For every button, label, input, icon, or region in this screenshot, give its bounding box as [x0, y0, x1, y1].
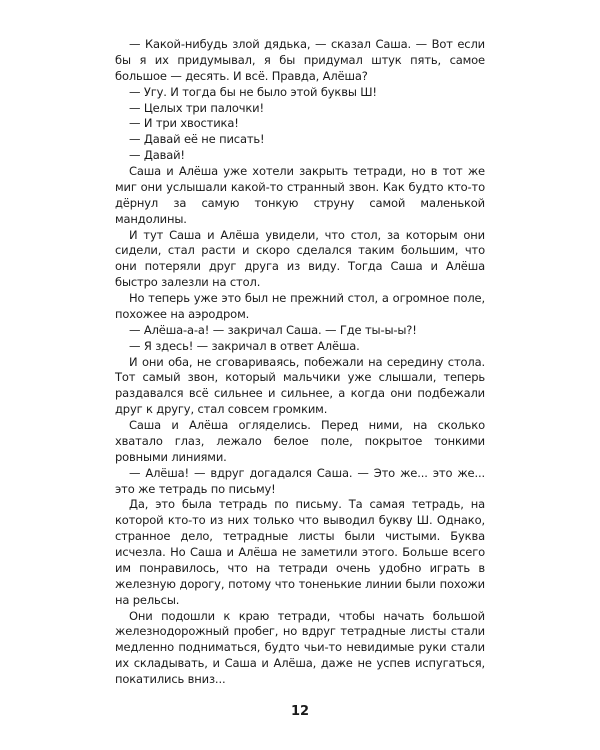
paragraph: Но теперь уже это был не прежний стол, а огромное поле, похожее на аэродром. — [115, 291, 485, 321]
paragraph: — И три хвостика! — [129, 116, 239, 131]
page-number: 12 — [290, 704, 310, 719]
paragraph: Да, это была тетрадь по письму. Та самая тетрадь, на которой кто-то из них только что выводил букву Ш. Однако, странное дело, тетрадные листы были чистыми. Буква исчезла. Но Саша и Алёша не заметили этого. Больше всего им понравилось, что на тетради очень удобно играть в железную дорогу, потому что тоненькие линии были похожи на рельсы. — [115, 497, 485, 607]
paragraph: И они оба, не сговариваясь, побежали на середину стола. Тот самый звон, который мальчики уже слышали, теперь раздавался всё сильнее и сильнее, а когда они подбежали друг к другу, стал совсем громким. — [115, 354, 485, 417]
paragraph: — Целых три палочки! — [129, 100, 264, 115]
paragraph: — Алёша! — вдруг догадался Саша. — Это же... это же... это же тетрадь по письму! — [115, 465, 485, 496]
paragraph: И тут Саша и Алёша увидели, что стол, за которым они сидели, стал расти и скоро сделался таким большим, что они потеряли друг друга из виду. Тогда Саша и Алёша быстро залезли на стол. — [115, 227, 485, 290]
story-text — [115, 37, 485, 688]
paragraph: — Давай её не писать! — [129, 132, 265, 147]
paragraph: Саша и Алёша уже хотели закрыть тетради, но в тот же миг они услышали какой-то странный звон. Как будто кто-то дёрнул за самую тонкую струну самой маленькой мандолины. — [115, 164, 485, 226]
paragraph: Они подошли к краю тетради, чтобы начать большой железнодорожный пробег, но вдруг тетрадные листы стали медленно подниматься, будто чьи-то невидимые руки стали их складывать, и Саша и Алёша, даже не успев испугаться, покатились вниз... — [115, 608, 485, 686]
paragraph: — Какой-нибудь злой дядька, — сказал Саша. — Вот если бы я их придумывал, я бы придумал штук пять, самое большое — десять. И всё. Правда, Алёша? — [115, 37, 485, 83]
paragraph: — Я здесь! — закричал в ответ Алёша. — [129, 338, 360, 353]
paragraph: — Угу. И тогда бы не было этой буквы Ш! — [129, 84, 377, 99]
paragraph: — Давай! — [129, 148, 185, 163]
paragraph: — Алёша-а-а! — закричал Саша. — Где ты-ы-ы?! — [129, 322, 417, 337]
paragraph: Саша и Алёша огляделись. Перед ними, на сколько хватало глаз, лежало белое поле, покрытое тонкими ровными линиями. — [115, 418, 485, 464]
